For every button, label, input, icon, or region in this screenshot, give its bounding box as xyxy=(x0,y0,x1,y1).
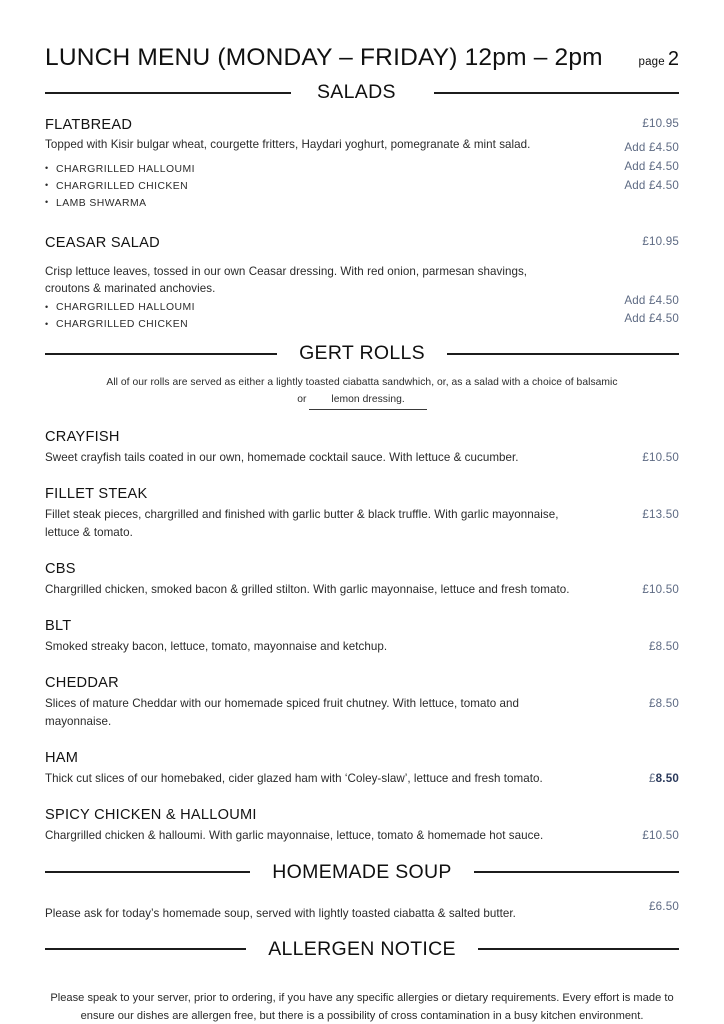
page-number-label: page xyxy=(638,56,665,68)
menu-item-price xyxy=(583,772,679,785)
menu-item-spicy-chicken-halloumi xyxy=(45,807,679,845)
price-currency-symbol: £ xyxy=(648,771,656,785)
menu-item-crayfish xyxy=(45,429,679,467)
addon-price-list xyxy=(583,130,679,195)
menu-item-homemade-soup xyxy=(45,899,679,920)
menu-item-description: Chargrilled chicken, smoked bacon & grilled stilton. With garlic mayonnaise, lettuce and fresh tomato. xyxy=(45,582,570,596)
gert-rolls-intro-line-1: All of our rolls are served as either a lightly toasted ciabatta sandwhich, or, as a salad with a choice of balsamic or xyxy=(106,377,618,405)
menu-item-body xyxy=(45,561,573,599)
menu-item-description: Crisp lettuce leaves, tossed in our own Ceasar dressing. With red onion, parmesan shavings, croutons & marinated anchovies. xyxy=(45,264,528,296)
section-title-salads: SALADS xyxy=(317,81,396,103)
menu-item-cheddar xyxy=(45,675,679,731)
menu-item-name: CHEDDAR xyxy=(45,674,119,691)
menu-item-name: CEASAR SALAD xyxy=(45,234,160,251)
addon-price: Add £4.50 xyxy=(624,178,679,192)
section-rule-left xyxy=(45,871,250,873)
section-rule-left xyxy=(45,353,277,355)
addon-price: Add £4.50 xyxy=(624,159,679,173)
menu-item-price: £10.95 xyxy=(642,117,679,130)
addon-price: Add £4.50 xyxy=(624,293,679,307)
menu-item-name: HAM xyxy=(45,749,79,766)
menu-item-name: FILLET STEAK xyxy=(45,486,148,503)
menu-item-name: BLT xyxy=(45,617,72,634)
menu-item-description: Smoked streaky bacon, lettuce, tomato, mayonnaise and ketchup. xyxy=(45,639,388,653)
menu-item-price: £6.50 xyxy=(648,899,679,913)
menu-item-price-column xyxy=(573,561,679,596)
addon-label: • LAMB SHWARMA xyxy=(45,196,573,213)
menu-item-description: Thick cut slices of our homebaked, cider glazed ham with ‘Coley-slaw’, lettuce and fresh tomato. xyxy=(45,771,543,785)
menu-item-flatbread xyxy=(45,117,679,213)
page-number xyxy=(638,48,679,71)
menu-item-body xyxy=(45,618,573,656)
section-header-homemade-soup xyxy=(45,861,679,884)
gert-rolls-intro xyxy=(102,375,622,410)
menu-item-price-column xyxy=(583,900,679,913)
section-rule-right xyxy=(434,92,679,94)
section-title-homemade-soup: HOMEMADE SOUP xyxy=(272,860,452,883)
menu-item-price-column xyxy=(573,117,679,195)
menu-item-description: Sweet crayfish tails coated in our own, homemade cocktail sauce. With lettuce & cucumber. xyxy=(45,451,519,465)
section-rule-right xyxy=(474,871,679,873)
menu-item-price: £13.50 xyxy=(642,508,679,522)
menu-item-name: SPICY CHICKEN & HALLOUMI xyxy=(45,806,257,823)
page-title: LUNCH MENU (MONDAY – FRIDAY) 12pm – 2pm xyxy=(45,44,603,71)
addon-label: • CHARGRILLED CHICKEN xyxy=(45,317,573,334)
menu-item-price: £8.50 xyxy=(648,639,679,653)
menu-item-description: Topped with Kisir bulgar wheat, courgette fritters, Haydari yoghurt, pomegranate & mint salad. xyxy=(45,138,531,151)
menu-item-description: Slices of mature Cheddar with our homemade spiced fruit chutney. With lettuce, tomato and mayonnaise. xyxy=(45,696,520,728)
section-header-salads xyxy=(45,81,679,104)
menu-item-cbs xyxy=(45,561,679,599)
menu-item-price: £10.50 xyxy=(642,828,679,842)
menu-item-price-column xyxy=(573,235,679,330)
menu-item-price-column xyxy=(573,675,679,710)
section-header-gert-rolls xyxy=(45,342,679,365)
menu-item-name: CBS xyxy=(45,560,76,577)
section-rule-left xyxy=(45,948,246,950)
section-rule-right xyxy=(478,948,679,950)
price-amount: 8.50 xyxy=(655,771,679,785)
menu-item-body xyxy=(45,486,573,542)
addon-price: Add £4.50 xyxy=(624,312,679,326)
addon-label: • CHARGRILLED CHICKEN xyxy=(45,179,573,196)
page-number-value: 2 xyxy=(667,48,679,70)
menu-item-body xyxy=(45,750,573,788)
menu-item-price-column xyxy=(573,807,679,842)
menu-item-addon-list xyxy=(45,300,573,334)
addon-price: Add £4.50 xyxy=(624,141,679,154)
menu-item-price: £8.50 xyxy=(648,696,679,710)
menu-item-price: £10.50 xyxy=(642,582,679,596)
menu-item-ham xyxy=(45,750,679,788)
menu-item-description: Fillet steak pieces, chargrilled and finished with garlic butter & black truffle. With garlic mayonnaise, lettuce & tomato. xyxy=(45,508,559,539)
addon-label: • CHARGRILLED HALLOUMI xyxy=(45,300,573,317)
menu-item-price-column xyxy=(573,618,679,653)
menu-item-ceasar-salad xyxy=(45,235,679,335)
menu-item-name: CRAYFISH xyxy=(45,429,120,446)
menu-item-body xyxy=(45,235,573,335)
menu-item-price-column xyxy=(573,486,679,521)
menu-item-price: £10.95 xyxy=(642,234,679,248)
menu-item-price-column xyxy=(573,750,679,785)
menu-item-fillet-steak xyxy=(45,486,679,542)
section-title-gert-rolls: GERT ROLLS xyxy=(299,342,425,365)
menu-item-price-column xyxy=(573,429,679,464)
masthead xyxy=(45,0,679,72)
menu-item-body xyxy=(45,807,573,845)
menu-item-name: FLATBREAD xyxy=(45,117,133,133)
menu-item-description: Chargrilled chicken & halloumi. With garlic mayonnaise, lettuce, tomato & homemade hot sauce. xyxy=(45,828,544,842)
section-rule-left xyxy=(45,92,291,94)
addon-price-list xyxy=(583,248,679,330)
section-header-allergen-notice xyxy=(45,938,679,961)
menu-item-addon-list xyxy=(45,162,573,213)
addon-label: • CHARGRILLED HALLOUMI xyxy=(45,162,573,179)
menu-item-description: Please ask for today’s homemade soup, served with lightly toasted ciabatta & salted butter. xyxy=(45,906,516,920)
section-title-allergen-notice: ALLERGEN NOTICE xyxy=(268,937,456,960)
gert-rolls-intro-line-2: lemon dressing. xyxy=(309,392,426,410)
allergen-notice-body xyxy=(45,989,679,1024)
allergen-notice-line-2: to ensure our dishes are allergen free, but there is a possibility of cross contamination in a busy kitchen environment. xyxy=(80,991,674,1023)
section-rule-right xyxy=(447,353,679,355)
allergen-notice-line-1: Please speak to your server, prior to ordering, if you have any specific allergies or dietary requirements. Every effort is made xyxy=(50,991,662,1004)
menu-item-price: £10.50 xyxy=(642,451,679,465)
menu-item-body xyxy=(45,429,573,467)
menu-item-blt xyxy=(45,618,679,656)
menu-item-body xyxy=(45,117,573,213)
menu-item-body xyxy=(45,675,573,731)
